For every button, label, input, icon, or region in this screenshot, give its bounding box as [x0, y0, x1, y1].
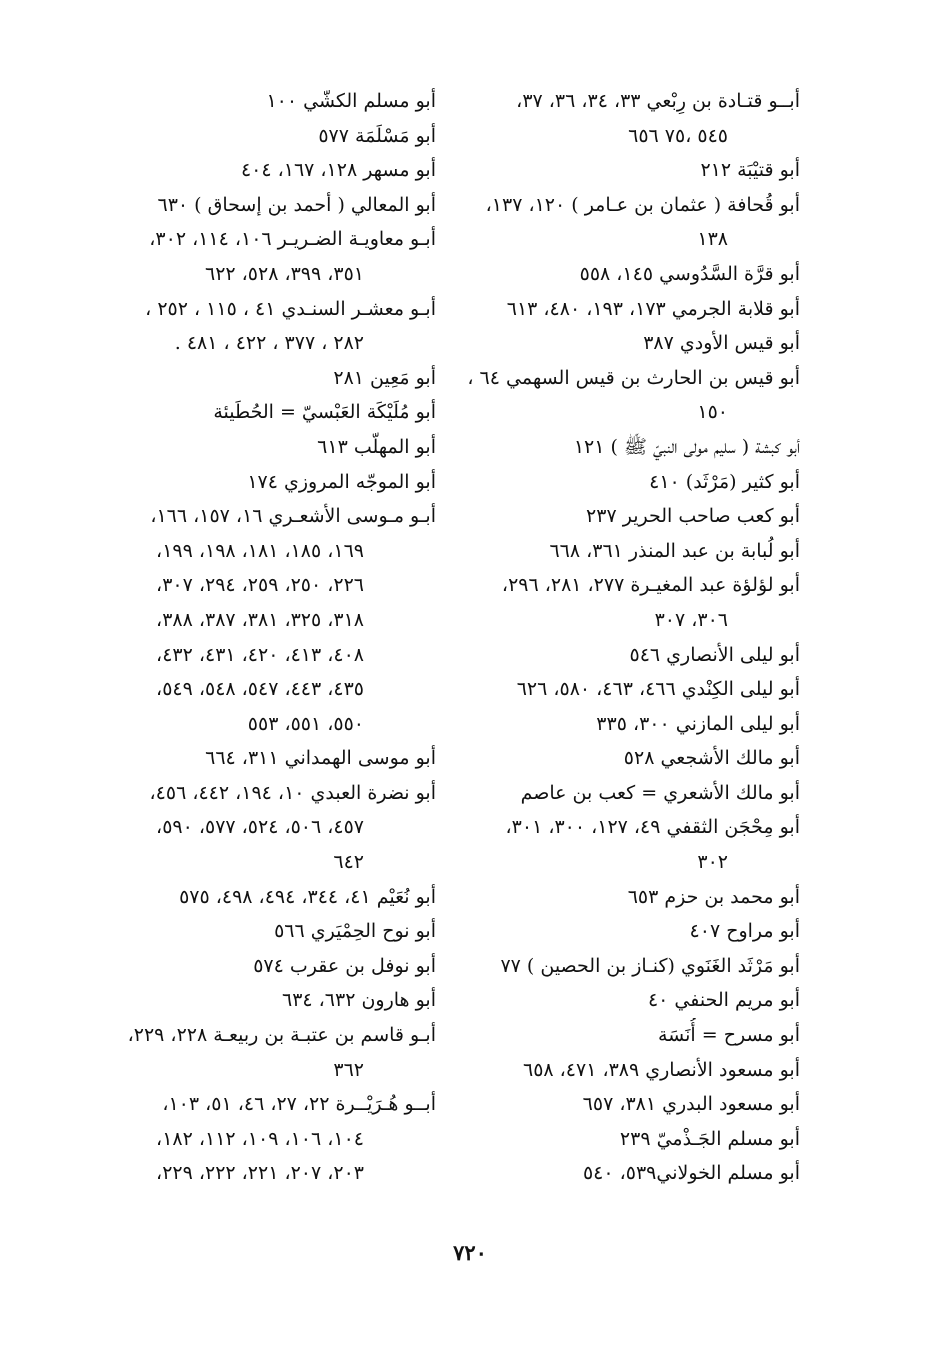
index-entry: أبو مَعِين ٢٨١: [333, 366, 436, 389]
index-entry: أبو مراوح ٤٠٧: [689, 920, 800, 943]
index-entry-continuation: ٥٤٥ ،٧٥ ٦٥٦: [628, 124, 728, 147]
index-entry-continuation: ١٦٩، ١٨٥، ١٨١، ١٩٨، ١٩٩،: [156, 539, 364, 562]
index-entry: أبو لؤلؤة عبد المغيـرة ٢٧٧، ٢٨١، ٢٩٦،: [501, 574, 800, 597]
index-entry: أبو كعب صاحب الحرير ٢٣٧: [586, 505, 800, 528]
index-entry-continuation: ٥٥٠، ٥٥١، ٥٥٣: [247, 712, 364, 735]
index-entry-continuation: ٣١٨، ٣٢٥، ٣٨١، ٣٨٧، ٣٨٨،: [156, 608, 364, 631]
index-entry: أبو قُحافة ( عثمان بن عـامر ) ١٢٠، ١٣٧،: [485, 193, 800, 216]
index-entry: أبو المعالي ( أحمد بن إسحاق ) ٦٣٠: [157, 193, 436, 216]
index-entry: أبـو قاسم بن عتبـة بن ربيعـة ٢٢٨، ٢٢٩،: [127, 1024, 436, 1047]
index-entry-continuation: ٢٨٢ ، ٣٧٧ ، ٤٢٢ ، ٤٨١ .: [174, 332, 364, 355]
index-entry-continuation: ٣٠٦، ٣٠٧: [654, 608, 728, 631]
index-entry: أبــو قتـادة بن رِبْعي ٣٣، ٣٤، ٣٦، ٣٧،: [516, 90, 800, 112]
index-column-right: [460, 84, 800, 1191]
index-entry: أبو مُلَيْكَة العَبْسيّ = الحُطَيئة: [213, 401, 436, 424]
index-entry: أبو مسلم الكشّي ١٠٠: [266, 90, 436, 112]
index-entry: أبو ليلى المازني ٣٠٠، ٣٣٥: [596, 712, 800, 735]
index-entry-continuation: ١٠٤، ١٠٦، ١٠٩، ١١٢، ١٨٢،: [156, 1127, 364, 1150]
index-entry: أبو مسعود البدري ٣٨١، ٦٥٧: [582, 1093, 800, 1116]
index-entry-continuation: ٢٢٦، ٢٥٠، ٢٥٩، ٢٩٤، ٣٠٧،: [156, 574, 364, 597]
index-entry: أبو مسرح = أُنَسَة: [658, 1024, 800, 1047]
index-entry: أبو قتيْبَة ٢١٢: [700, 159, 800, 182]
index-entry: أبو مسلم الخولاني٥٣٩، ٥٤٠: [582, 1162, 800, 1185]
index-entry: أبو مِحْجَن الثقفي ٤٩، ١٢٧، ٣٠٠، ٣٠١،: [505, 816, 800, 839]
index-entry: أبو قيس الأودي ٣٨٧: [643, 332, 800, 355]
index-entry-continuation: ٣٦٢: [333, 1058, 364, 1081]
index-entry: أبو قرَّة السَّدُوسي ١٤٥، ٥٥٨: [579, 262, 800, 285]
index-entry-continuation: ٤٠٨، ٤١٣، ٤٢٠، ٤٣١، ٤٣٢،: [156, 643, 364, 666]
page-number: ٧٢٠: [453, 1240, 487, 1265]
index-entry: أبو لُبابة بن عبد المنذر ٣٦١، ٦٦٨: [549, 539, 800, 562]
index-entry: أبو هارون ٦٣٢، ٦٣٤: [282, 989, 436, 1012]
index-entry: أبو كبشة ( سليم مولى النبيّ ﷺ ) ١٢١: [573, 435, 800, 458]
index-entry: أبو قيس بن الحارث بن قيس السهمي ٦٤ ،: [467, 366, 800, 389]
index-entry: أبو مالك الأشجعي ٥٢٨: [623, 747, 800, 770]
index-entry: أبو المهلّب ٦١٣: [317, 435, 436, 458]
index-entry: أبـو مـوسى الأشعـري ١٦، ١٥٧، ١٦٦،: [150, 505, 436, 528]
index-entry: أبو قلابة الجرمي ١٧٣، ١٩٣، ٤٨٠، ٦١٣: [506, 297, 800, 320]
index-entry: أبو مالك الأشعري = كعب بن عاصم: [520, 781, 800, 804]
index-entry: أبو كثير (مَرْثَد) ٤١٠: [649, 470, 800, 493]
index-entry-continuation: ١٣٨: [697, 228, 728, 251]
index-entry-continuation: ٦٤٢: [333, 851, 364, 874]
index-entry: أبو نوفل بن عقرب ٥٧٤: [253, 954, 436, 977]
index-entry: أبو موسى الهمداني ٣١١، ٦٦٤: [205, 747, 436, 770]
index-entry: أبو محمد بن حزم ٦٥٣: [627, 885, 800, 908]
index-entry: أبو ليلى الأنصاري ٥٤٦: [629, 643, 800, 666]
index-entry: أبـو معشـر السنـدي ٤١ ، ١١٥ ، ٢٥٢ ،: [145, 297, 436, 320]
index-entry: أبـو معاويـة الضـريـر ١٠٦، ١١٤، ٣٠٢،: [149, 228, 436, 251]
index-entry: أبو نوح الحِمْيَري ٥٦٦: [274, 920, 436, 943]
index-entry: أبو الموجّه المروزي ١٧٤: [247, 470, 436, 493]
index-entry: أبو مسهر ١٢٨، ١٦٧، ٤٠٤: [240, 159, 436, 182]
index-entry: أبو ليلى الكِنْدي ٤٦٦، ٤٦٣، ٥٨٠، ٦٢٦: [516, 678, 800, 701]
index-entry: أبو مَرْثَد الغَنَوي (كنـاز بن الحصين ) ٧٧: [500, 954, 800, 977]
index-entry-continuation: ٣٠٢: [697, 851, 728, 874]
index-entry-continuation: ٤٣٥، ٤٤٣، ٥٤٧، ٥٤٨، ٥٤٩،: [156, 678, 364, 701]
index-entry: أبو نُعَيْم ٤١، ٣٤٤، ٤٩٤، ٤٩٨، ٥٧٥: [179, 885, 436, 908]
index-entry: أبو مريم الحنفي ٤٠: [647, 989, 800, 1012]
index-entry-continuation: ٣٥١، ٣٩٩، ٥٢٨، ٦٢٢: [204, 262, 364, 285]
index-entry: أبو مسعود الأنصاري ٣٨٩، ٤٧١، ٦٥٨: [522, 1058, 800, 1081]
index-entry-continuation: ١٥٠: [697, 401, 728, 424]
index-entry: أبو مَسْلَمَة ٥٧٧: [318, 124, 436, 147]
index-entry: أبو نضرة العبدي ١٠، ١٩٤، ٤٤٢، ٤٥٦،: [149, 781, 436, 804]
index-column-left: [96, 84, 436, 1191]
index-entry: أبــو هُـرَيْــرة ٢٢، ٢٧، ٤٦، ٥١، ١٠٣،: [162, 1093, 436, 1116]
index-entry-continuation: ٢٠٣، ٢٠٧، ٢٢١، ٢٢٢، ٢٢٩،: [156, 1162, 364, 1185]
index-entry-continuation: ٤٥٧، ٥٠٦، ٥٢٤، ٥٧٧، ٥٩٠،: [156, 816, 364, 839]
index-entry: أبو مسلم الجَـذْميّ ٢٣٩: [619, 1127, 800, 1150]
